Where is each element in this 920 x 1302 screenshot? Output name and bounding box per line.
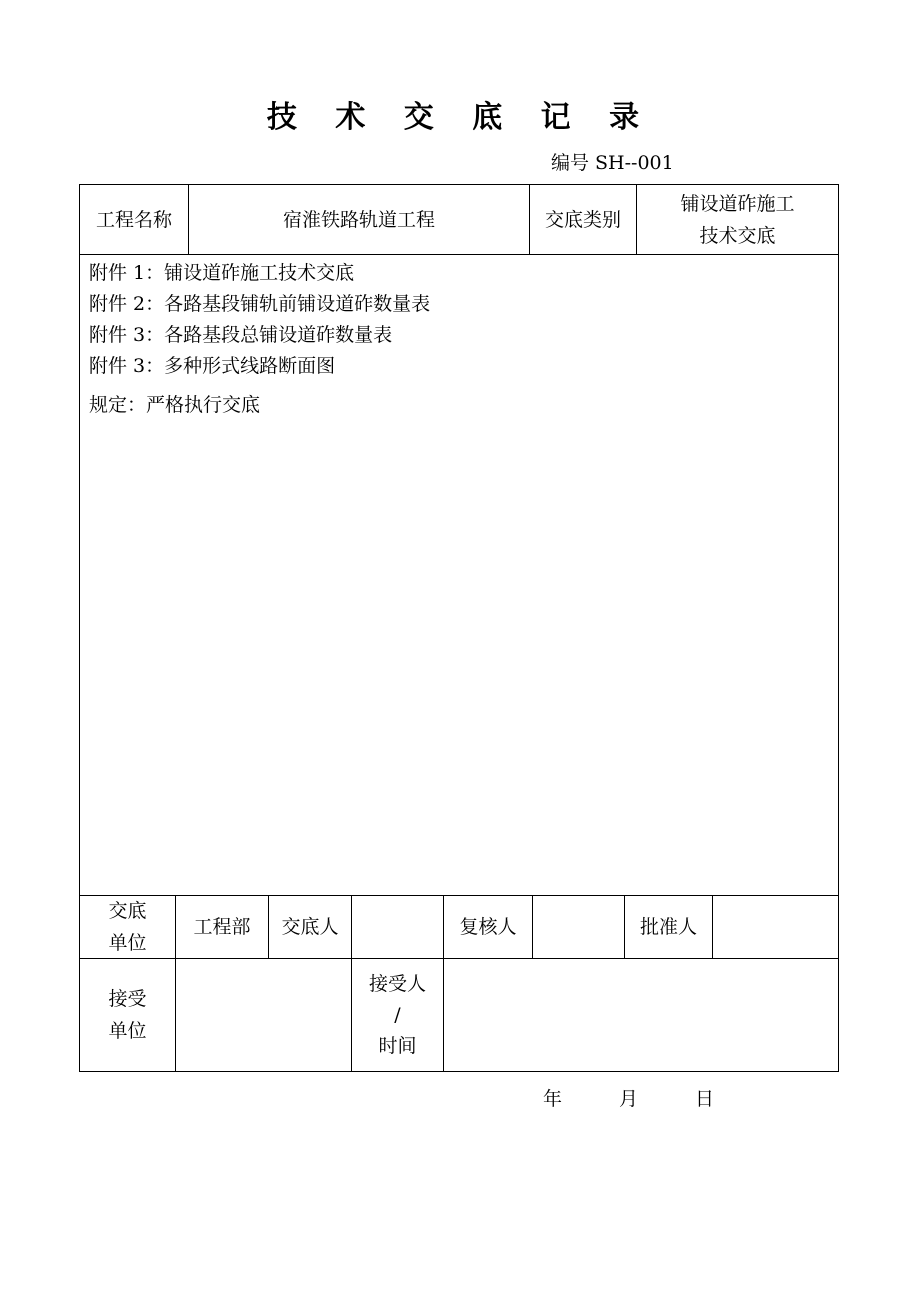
receiving-unit-value[interactable] [176, 959, 351, 1071]
receiver-time-value[interactable] [444, 959, 838, 1071]
receiver-time-label-line: 时间 [378, 1034, 417, 1057]
date-day: 日 [695, 1088, 715, 1110]
presenter-value[interactable] [352, 896, 443, 958]
receiving-unit-label-line: 单位 [108, 1020, 147, 1042]
table-rule [79, 254, 839, 255]
disclosure-type-value [637, 185, 838, 254]
attachment-list [89, 258, 430, 382]
attachment-item: 附件 2：各路基段铺轨前铺设道砟数量表 [89, 293, 431, 315]
reviewer-value[interactable] [533, 896, 624, 958]
date-year: 年 [543, 1088, 563, 1110]
attachment-item: 附件 3：多种形式线路断面图 [89, 355, 336, 377]
disclosing-unit-label-line: 交底 [108, 900, 147, 922]
receiving-unit-label [80, 959, 175, 1071]
regulation-text: 规定：严格执行交底 [89, 394, 261, 416]
approver-label: 批准人 [639, 916, 697, 938]
disclosure-type-line: 技术交底 [699, 224, 776, 247]
presenter-label: 交底人 [281, 916, 339, 938]
document-title: 技 术 交 底 记 录 [266, 100, 654, 135]
disclosing-unit-value: 工程部 [193, 916, 251, 938]
reviewer-label: 复核人 [459, 916, 517, 938]
disclosure-type-label: 交底类别 [544, 208, 621, 231]
receiver-time-label-line: 接受人 [368, 972, 426, 995]
attachment-item: 附件 1：铺设道砟施工技术交底 [89, 262, 355, 284]
receiver-time-label [352, 959, 443, 1071]
disclosing-unit-label-line: 单位 [108, 932, 147, 954]
project-name-value: 宿淮铁路轨道工程 [282, 208, 435, 231]
receiving-unit-label-line: 接受 [108, 988, 147, 1010]
receiver-time-label-line: / [394, 1003, 401, 1026]
attachment-item: 附件 3：各路基段总铺设道砟数量表 [89, 324, 393, 346]
project-name-label: 工程名称 [95, 208, 172, 231]
disclosing-unit-label [80, 896, 175, 958]
date-month: 月 [619, 1088, 639, 1110]
approver-value[interactable] [713, 896, 838, 958]
document-number: 编号 SH--001 [551, 152, 674, 174]
disclosure-type-line: 铺设道砟施工 [680, 192, 795, 215]
